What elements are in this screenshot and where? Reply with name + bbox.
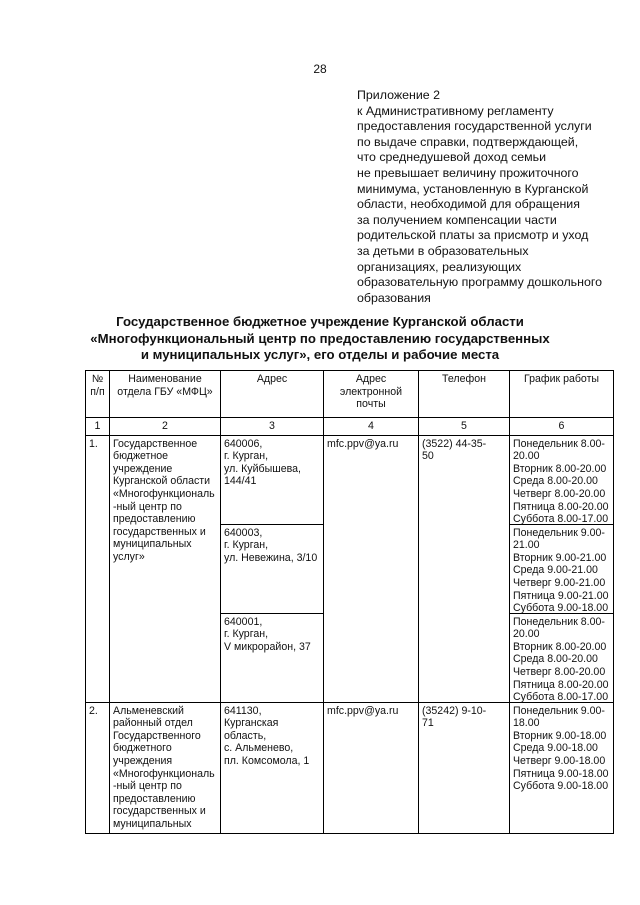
schedule-line: Понедельник 9.00- 18.00 — [513, 704, 605, 730]
phone-cell: (35242) 9-10- 71 — [419, 702, 510, 833]
column-number: 1 — [86, 418, 110, 436]
offices-table — [85, 370, 614, 834]
header-phone: Телефон — [419, 371, 510, 418]
schedule-line: Понедельник 9.00- 21.00 — [513, 526, 605, 552]
schedule-line: Суббота 8.00-17.00 — [513, 513, 609, 526]
title-line: «Многофункциональный центр по предоставлению государственных — [90, 330, 550, 346]
column-number-row — [86, 418, 614, 436]
schedule-line: Вторник 9.00-18.00 — [513, 729, 607, 742]
document-title — [0, 314, 640, 364]
schedule-line: Суббота 8.00-17.00 — [513, 691, 609, 704]
appendix-line: минимума, установленную в Курганской — [357, 181, 589, 196]
schedule-line: Четверг 9.00-18.00 — [513, 754, 606, 767]
appendix-line: образовательную программу дошкольного — [357, 275, 603, 290]
schedule-line: Среда 9.00-21.00 — [513, 564, 598, 577]
schedule-line: Вторник 8.00-20.00 — [513, 640, 607, 653]
schedule-line: Вторник 8.00-20.00 — [513, 462, 607, 475]
header-number: № п/п — [86, 371, 110, 418]
column-number: 5 — [419, 418, 510, 436]
column-number: 2 — [110, 418, 221, 436]
schedule-line: Среда 8.00-20.00 — [513, 475, 598, 488]
schedule-line: Пятница 8.00-20.00 — [513, 500, 609, 513]
appendix-line: предоставления государственной услуги — [357, 119, 592, 134]
schedule-line: Вторник 9.00-21.00 — [513, 551, 607, 564]
address-cell: 640003, г. Курган, ул. Невежина, 3/10 — [221, 524, 324, 613]
schedule-cell — [510, 702, 614, 833]
schedule-line: Среда 9.00-18.00 — [513, 742, 598, 755]
table-row — [86, 435, 614, 524]
row-number: 2. — [86, 702, 110, 833]
email-cell: mfc.ppv@ya.ru — [324, 702, 419, 833]
appendix-line: к Административному регламенту — [357, 103, 554, 118]
schedule-cell — [510, 613, 614, 702]
phone-cell: (3522) 44-35- 50 — [419, 435, 510, 702]
appendix-line: образования — [357, 290, 431, 305]
column-number: 3 — [221, 418, 324, 436]
schedule-line: Четверг 8.00-20.00 — [513, 665, 606, 678]
table-header-row — [86, 371, 614, 418]
address-cell: 640001, г. Курган, V микрорайон, 37 — [221, 613, 324, 702]
title-line: и муниципальных услуг», его отделы и рабочие места — [140, 347, 500, 362]
appendix-line: что среднедушевой доход семьи — [357, 150, 546, 165]
schedule-cell — [510, 435, 614, 524]
appendix-line: за детьми в образовательных — [357, 243, 529, 258]
appendix-line: области, необходимой для обращения — [357, 197, 580, 212]
header-email: Адрес электронной почты — [324, 371, 419, 418]
schedule-cell — [510, 524, 614, 613]
schedule-line: Четверг 8.00-20.00 — [513, 487, 606, 500]
title-line: Государственное бюджетное учреждение Курганской области — [116, 314, 524, 329]
appendix-line: не превышает величину прожиточного — [357, 165, 579, 180]
appendix-heading — [357, 88, 619, 306]
schedule-line: Среда 8.00-20.00 — [513, 653, 598, 666]
email-cell: mfc.ppv@ya.ru — [324, 435, 419, 702]
header-department: Наименование отдела ГБУ «МФЦ» — [110, 371, 221, 418]
schedule-line: Понедельник 8.00- 20.00 — [513, 437, 605, 463]
schedule-line: Суббота 9.00-18.00 — [513, 602, 609, 615]
address-cell: 641130, Курганская область, с. Альменево, пл. Комсомола, 1 — [221, 702, 324, 833]
schedule-line: Суббота 9.00-18.00 — [513, 780, 609, 793]
column-number: 6 — [510, 418, 614, 436]
appendix-line: организациях, реализующих — [357, 259, 522, 274]
page-number: 28 — [313, 62, 327, 76]
department-name: Государственное бюджетное учреждение Курганской области «Многофункциональ -ный центр по предоставлению государственных и муниципальных услуг» — [110, 435, 221, 702]
table-row — [86, 702, 614, 833]
column-number: 4 — [324, 418, 419, 436]
appendix-line: Приложение 2 — [357, 88, 441, 102]
schedule-line: Четверг 9.00-21.00 — [513, 576, 606, 589]
header-address: Адрес — [221, 371, 324, 418]
address-cell: 640006, г. Курган, ул. Куйбышева, 144/41 — [221, 435, 324, 524]
schedule-line: Пятница 9.00-18.00 — [513, 767, 609, 780]
appendix-line: за получением компенсации части — [357, 212, 557, 227]
header-schedule: График работы — [510, 371, 614, 418]
department-name: Альменевский районный отдел Государственного бюджетного учреждения «Многофункциональ -ный центр по предоставлению государственных и муниципальных — [110, 702, 221, 833]
schedule-line: Понедельник 8.00- 20.00 — [513, 615, 605, 641]
schedule-line: Пятница 8.00-20.00 — [513, 678, 609, 691]
appendix-line: родительской платы за присмотр и уход — [357, 228, 589, 243]
row-number: 1. — [86, 435, 110, 702]
appendix-line: по выдаче справки, подтверждающей, — [357, 134, 579, 149]
schedule-line: Пятница 9.00-21.00 — [513, 589, 609, 602]
